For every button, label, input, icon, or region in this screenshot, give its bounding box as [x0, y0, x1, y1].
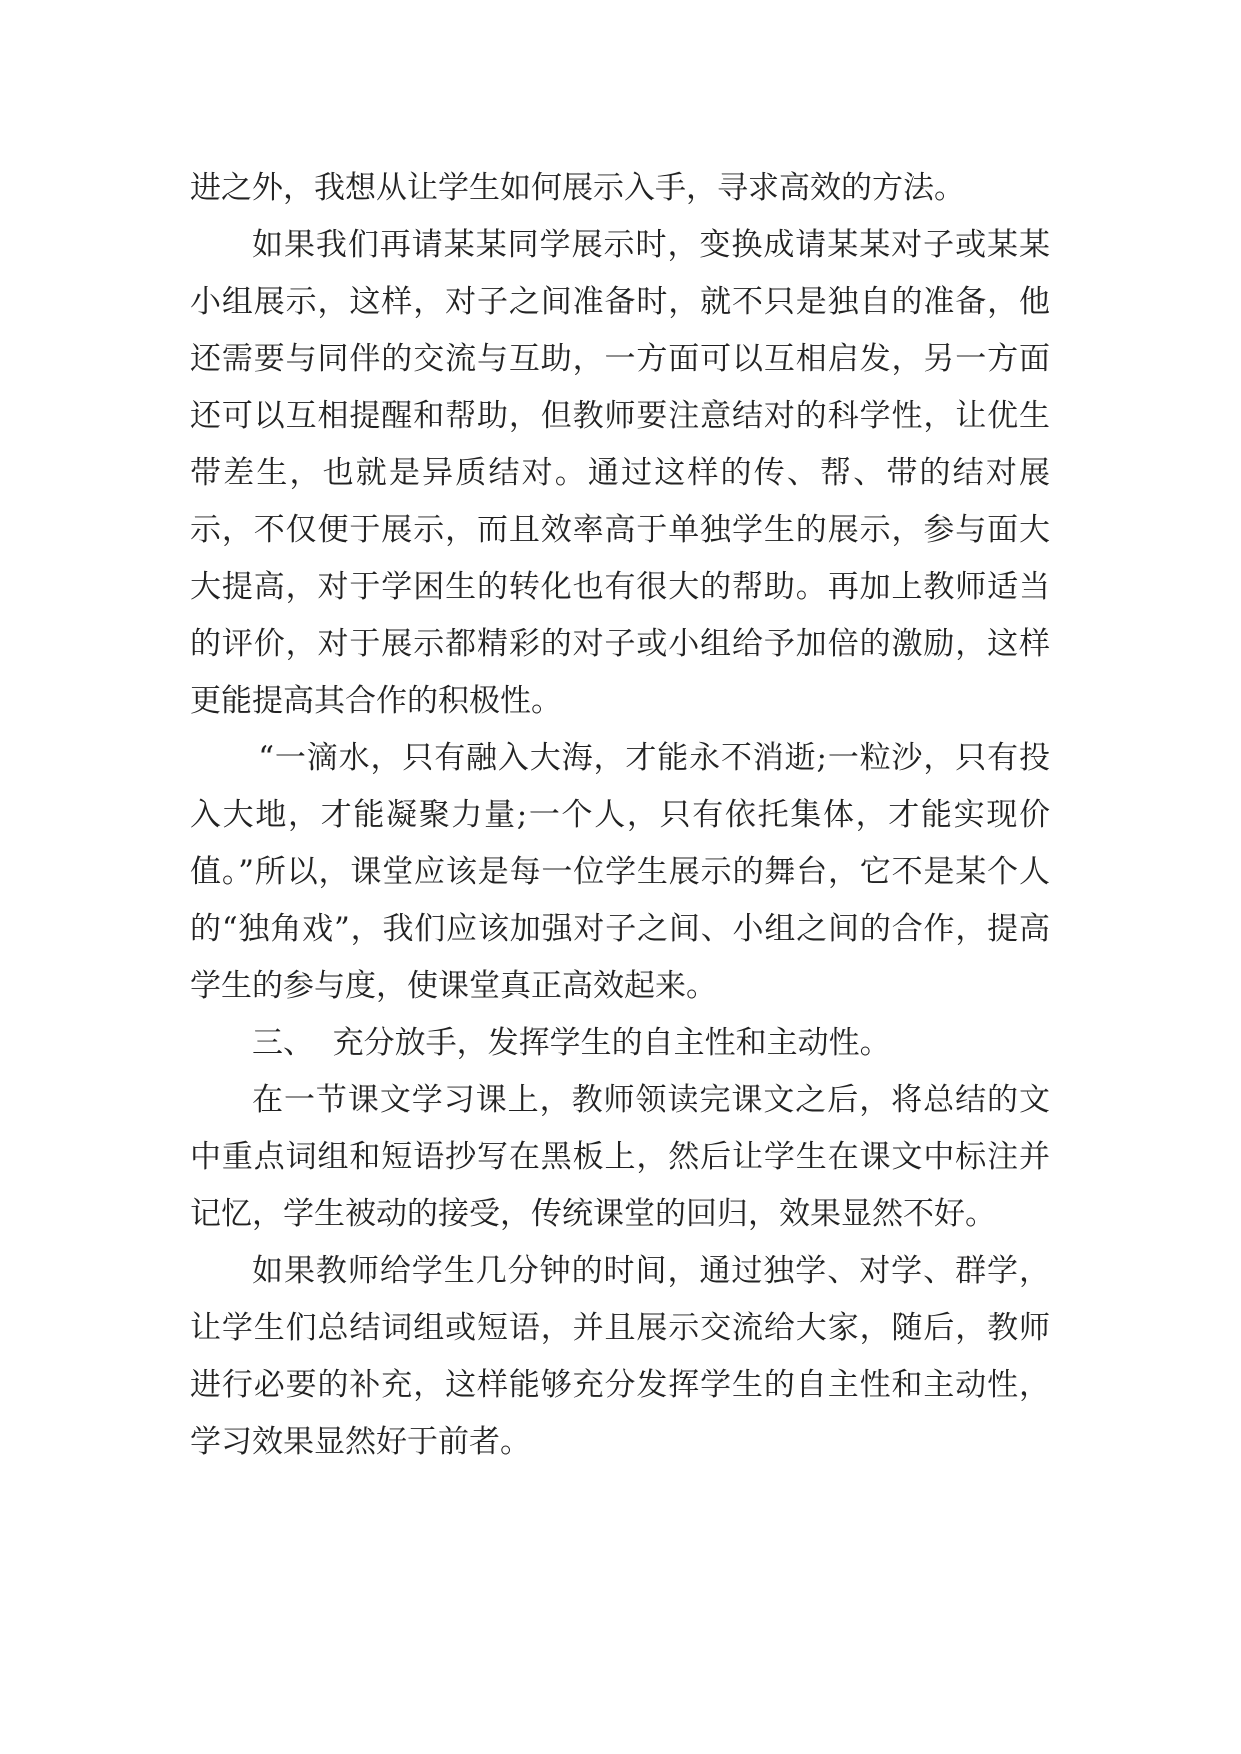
paragraph-pair-display: 如果我们再请某某同学展示时，变换成请某某对子或某某小组展示，这样，对子之间准备时，就不只是独自的准备，他还需要与同伴的交流与互助，一方面可以互相启发，另一方面还可以互相提醒和帮助，但教师要注意结对的科学性，让优生带差生，也就是异质结对。通过这样的传、帮、带的结对展示，不仅便于展示，而且效率高于单独学生的展示，参与面大大提高，对于学困生的转化也有很大的帮助。再加上教师适当的评价，对于展示都精彩的对子或小组给予加倍的激励，这样更能提高其合作的积极性。 [190, 227, 1050, 719]
section-heading-text: 充分放手，发挥学生的自主性和主动性。 [332, 1025, 891, 1061]
section-heading-number: 三、 [252, 1025, 314, 1061]
document-page [190, 160, 1050, 1471]
paragraph-lesson-example: 在一节课文学习课上，教师领读完课文之后，将总结的文中重点词组和短语抄写在黑板上，然后让学生在课文中标注并记忆，学生被动的接受，传统课堂的回归，效果显然不好。 [190, 1082, 1050, 1232]
paragraph-continuation: 进之外，我想从让学生如何展示入手，寻求高效的方法。 [190, 170, 965, 206]
paragraph-quote: “一滴水，只有融入大海，才能永不消逝;一粒沙，只有投入大地，才能凝聚力量;一个人，只有依托集体，才能实现价值。”所以，课堂应该是每一位学生展示的舞台，它不是某个人的“独角戏”，我们应该加强对子之间、小组之间的合作，提高学生的参与度，使课堂真正高效起来。 [190, 740, 1050, 1004]
paragraph-improved-example: 如果教师给学生几分钟的时间，通过独学、对学、群学，让学生们总结词组或短语，并且展示交流给大家，随后，教师进行必要的补充，这样能够充分发挥学生的自主性和主动性，学习效果显然好于前者。 [190, 1253, 1050, 1460]
section-heading [190, 1015, 1050, 1072]
